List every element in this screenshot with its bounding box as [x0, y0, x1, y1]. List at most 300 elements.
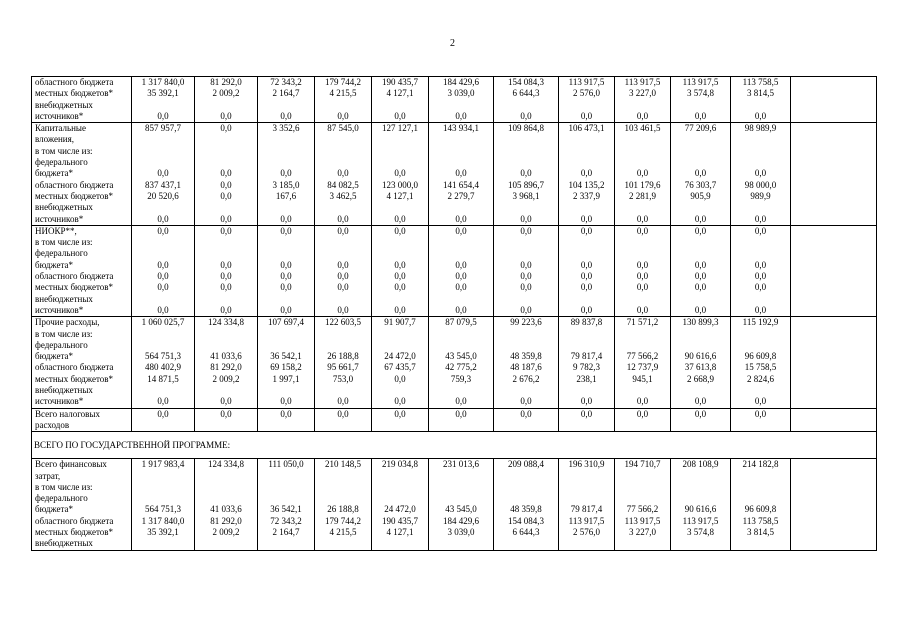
value-line: 87 079,5 — [445, 317, 477, 328]
value-line: 0,0 — [580, 110, 593, 121]
value-line — [260, 202, 312, 213]
value-line — [673, 237, 728, 248]
value-line: 37 613,8 — [684, 362, 717, 373]
value-line: 0,0 — [520, 259, 532, 270]
value-line — [374, 329, 426, 340]
value-line — [496, 482, 556, 493]
value-line — [733, 482, 788, 493]
value-line — [673, 420, 728, 431]
value-cell — [615, 408, 671, 432]
value-line: 3 352,6 — [272, 123, 300, 134]
value-line — [260, 493, 312, 504]
value-line: 2 009,2 — [212, 526, 240, 537]
value-cell — [494, 408, 559, 432]
label-line: вложения, — [35, 134, 75, 145]
row-label — [32, 123, 132, 226]
value-line: 2 337,9 — [573, 190, 600, 201]
value-line — [733, 134, 788, 145]
value-cell — [615, 77, 671, 123]
value-line: 0,0 — [220, 304, 232, 315]
value-line — [317, 482, 369, 493]
value-line — [496, 134, 556, 145]
value-line: 9 782,3 — [573, 362, 600, 373]
value-line — [431, 471, 491, 482]
value-line: 0,0 — [394, 304, 406, 315]
value-line — [197, 340, 255, 351]
value-cell — [559, 225, 615, 316]
value-line: 113 917,5 — [682, 515, 719, 526]
value-line — [197, 420, 255, 431]
value-cell — [132, 225, 195, 316]
value-line — [431, 493, 491, 504]
value-line: 101 179,6 — [624, 179, 661, 190]
value-line: 0,0 — [280, 168, 292, 179]
label-line: бюджета* — [35, 351, 74, 362]
label-line: областного бюджета — [35, 179, 114, 190]
label-line: областного бюджета — [35, 271, 114, 282]
value-line: 0,0 — [220, 168, 232, 179]
value-line: 0,0 — [394, 168, 406, 179]
value-cell — [258, 459, 315, 550]
value-line — [197, 294, 255, 305]
value-line: 1 917 983,4 — [141, 459, 185, 470]
value-line — [733, 471, 788, 482]
section-row — [32, 432, 877, 459]
value-line: 0,0 — [220, 408, 232, 419]
value-line — [496, 329, 556, 340]
value-cell — [429, 123, 494, 226]
label-line: Всего финансовых — [35, 459, 107, 470]
value-line: 12 737,9 — [626, 362, 659, 373]
row-label — [32, 408, 132, 432]
value-line: 0,0 — [754, 282, 767, 293]
value-line: 0,0 — [694, 304, 707, 315]
value-line: 3 814,5 — [747, 526, 774, 537]
value-cell — [559, 317, 615, 408]
value-cell — [731, 77, 791, 123]
label-line: федерального — [35, 339, 88, 350]
value-line — [197, 538, 255, 549]
value-line: 231 013,6 — [443, 459, 479, 470]
value-line — [617, 237, 668, 248]
value-line — [673, 471, 728, 482]
value-cell — [372, 225, 429, 316]
value-line — [260, 146, 312, 157]
value-line: 0,0 — [754, 213, 767, 224]
value-line — [260, 471, 312, 482]
label-line: в том числе из: — [35, 481, 93, 492]
value-line: 2 576,0 — [573, 88, 600, 99]
value-line: 0,0 — [520, 271, 532, 282]
value-line: 113 758,5 — [742, 515, 779, 526]
row-label — [32, 225, 132, 316]
label-line: федерального — [35, 157, 88, 168]
value-line — [197, 248, 255, 259]
value-cell — [372, 77, 429, 123]
value-line — [431, 202, 491, 213]
value-cell — [671, 123, 731, 226]
value-cell — [671, 408, 731, 432]
value-line: 0,0 — [580, 408, 593, 419]
value-line: 35 392,1 — [147, 526, 179, 537]
value-line — [374, 471, 426, 482]
value-line: 0,0 — [337, 282, 349, 293]
value-line: 0,0 — [337, 225, 349, 236]
value-line: 0,0 — [636, 271, 649, 282]
value-line: 2 164,7 — [272, 526, 300, 537]
value-line: 113 758,5 — [742, 77, 779, 87]
value-line: 0,0 — [520, 396, 532, 407]
value-line — [374, 100, 426, 111]
value-cell — [315, 77, 372, 123]
value-line: 0,0 — [157, 271, 169, 282]
value-line — [733, 248, 788, 259]
value-line: 0,0 — [394, 110, 406, 121]
value-line — [134, 134, 192, 145]
value-line — [561, 237, 612, 248]
value-line: 0,0 — [220, 396, 232, 407]
label-line: местных бюджетов* — [35, 88, 114, 99]
empty-cell — [791, 123, 877, 226]
value-line — [561, 157, 612, 168]
value-cell — [494, 317, 559, 408]
value-line: 90 616,6 — [684, 351, 717, 362]
label-line: местных бюджетов* — [35, 190, 114, 201]
value-line: 71 571,2 — [626, 317, 659, 328]
value-cell — [671, 225, 731, 316]
value-line: 0,0 — [520, 110, 532, 121]
value-line: 0,0 — [754, 271, 767, 282]
label-line: бюджета* — [35, 259, 74, 270]
value-line: 0,0 — [455, 213, 467, 224]
value-line: 72 343,2 — [270, 77, 302, 87]
value-line — [496, 157, 556, 168]
value-line: 111 050,0 — [268, 459, 304, 470]
value-line: 2 009,2 — [212, 373, 240, 384]
value-line — [431, 157, 491, 168]
section-title: ВСЕГО ПО ГОСУДАРСТВЕННОЙ ПРОГРАММЕ: — [32, 432, 877, 459]
value-line: 4 127,1 — [386, 526, 414, 537]
value-line — [673, 294, 728, 305]
value-line: 0,0 — [754, 408, 767, 419]
value-line — [317, 538, 369, 549]
label-line: внебюджетных — [35, 99, 93, 110]
value-line — [374, 202, 426, 213]
value-line: 96 609,8 — [744, 504, 777, 515]
value-line: 67 435,7 — [384, 362, 416, 373]
value-line: 0,0 — [694, 225, 707, 236]
value-line: 208 108,9 — [682, 459, 719, 470]
value-line: 0,0 — [157, 225, 169, 236]
value-line — [317, 248, 369, 259]
value-line — [733, 146, 788, 157]
value-line — [733, 157, 788, 168]
value-line — [317, 420, 369, 431]
value-line: 0,0 — [636, 396, 649, 407]
value-line — [317, 385, 369, 396]
value-line: 2 676,2 — [512, 373, 540, 384]
value-line: 0,0 — [157, 110, 169, 121]
value-line — [134, 146, 192, 157]
value-line — [317, 294, 369, 305]
value-line — [197, 202, 255, 213]
value-cell — [494, 225, 559, 316]
value-line: 0,0 — [694, 168, 707, 179]
value-line: 0,0 — [220, 225, 232, 236]
value-line — [260, 329, 312, 340]
value-line — [374, 237, 426, 248]
value-line: 0,0 — [220, 110, 232, 121]
value-line — [431, 482, 491, 493]
value-line: 3 185,0 — [272, 179, 300, 190]
value-line — [317, 157, 369, 168]
value-cell — [258, 225, 315, 316]
value-line: 36 542,1 — [270, 504, 302, 515]
value-line: 989,9 — [750, 190, 771, 201]
budget-table — [31, 76, 877, 551]
value-line: 2 281,9 — [629, 190, 656, 201]
value-line: 141 654,4 — [443, 179, 479, 190]
value-line — [673, 340, 728, 351]
value-cell — [429, 408, 494, 432]
value-line — [134, 340, 192, 351]
value-cell — [258, 408, 315, 432]
value-line — [673, 100, 728, 111]
value-cell — [494, 459, 559, 550]
value-line: 123 000,0 — [382, 179, 418, 190]
value-line: 0,0 — [754, 259, 767, 270]
value-line: 48 359,8 — [510, 504, 542, 515]
value-line: 0,0 — [580, 271, 593, 282]
value-line — [733, 340, 788, 351]
table-row — [32, 408, 877, 432]
value-cell — [731, 408, 791, 432]
value-line: 0,0 — [220, 213, 232, 224]
value-line — [561, 134, 612, 145]
label-line: НИОКР**, — [35, 225, 77, 236]
value-line: 113 917,5 — [568, 515, 605, 526]
value-line: 0,0 — [394, 271, 406, 282]
value-line — [197, 237, 255, 248]
value-line: 77 566,2 — [626, 351, 659, 362]
row-label — [32, 77, 132, 123]
value-cell — [731, 225, 791, 316]
value-line — [260, 340, 312, 351]
value-line: 0,0 — [520, 304, 532, 315]
value-line: 0,0 — [455, 259, 467, 270]
value-line: 4 127,1 — [386, 190, 414, 201]
value-line: 26 188,8 — [327, 504, 359, 515]
row-label — [32, 459, 132, 550]
value-line: 36 542,1 — [270, 351, 302, 362]
value-line: 0,0 — [520, 408, 532, 419]
value-line: 0,0 — [157, 213, 169, 224]
label-line: в том числе из: — [35, 145, 93, 156]
value-line — [260, 420, 312, 431]
value-line: 115 192,9 — [742, 317, 779, 328]
value-line: 43 545,0 — [445, 504, 477, 515]
label-line: областного бюджета — [35, 515, 114, 526]
value-line — [197, 329, 255, 340]
empty-cell — [791, 225, 877, 316]
value-line: 190 435,7 — [382, 77, 418, 87]
value-line — [317, 146, 369, 157]
label-line: источников* — [35, 304, 84, 315]
value-cell — [258, 123, 315, 226]
value-line: 98 000,0 — [744, 179, 777, 190]
value-line: 0,0 — [157, 282, 169, 293]
value-line: 77 566,2 — [626, 504, 659, 515]
value-line: 0,0 — [157, 168, 169, 179]
value-line: 3 574,8 — [687, 88, 714, 99]
value-cell — [132, 123, 195, 226]
value-line: 0,0 — [394, 373, 406, 384]
value-line: 91 907,7 — [384, 317, 416, 328]
label-line: расходов — [35, 419, 70, 430]
value-line: 0,0 — [580, 282, 593, 293]
value-line — [617, 538, 668, 549]
value-line: 0,0 — [220, 271, 232, 282]
value-line — [134, 237, 192, 248]
value-line: 72 343,2 — [270, 515, 302, 526]
value-line — [496, 202, 556, 213]
value-line: 0,0 — [394, 396, 406, 407]
value-line: 0,0 — [754, 225, 767, 236]
value-line — [134, 538, 192, 549]
value-line — [617, 294, 668, 305]
label-line: Капитальные — [35, 123, 86, 134]
value-cell — [671, 459, 731, 550]
value-cell — [372, 408, 429, 432]
value-line: 81 292,0 — [210, 515, 242, 526]
value-line — [733, 237, 788, 248]
value-line — [617, 146, 668, 157]
value-line — [260, 482, 312, 493]
value-line: 122 603,5 — [325, 317, 361, 328]
value-line: 107 697,4 — [268, 317, 304, 328]
value-line — [134, 482, 192, 493]
value-line: 0,0 — [580, 259, 593, 270]
value-line — [374, 538, 426, 549]
empty-cell — [791, 459, 877, 550]
label-line: источников* — [35, 396, 84, 407]
value-line: 4 215,5 — [329, 88, 357, 99]
value-line — [374, 420, 426, 431]
value-line: 26 188,8 — [327, 351, 359, 362]
value-line: 1 997,1 — [272, 373, 300, 384]
value-line: 0,0 — [337, 168, 349, 179]
label-line: областного бюджета — [35, 362, 114, 373]
value-line: 0,0 — [694, 271, 707, 282]
value-line: 0,0 — [636, 168, 649, 179]
value-line: 0,0 — [157, 408, 169, 419]
value-line: 99 223,6 — [510, 317, 542, 328]
value-line: 2 576,0 — [573, 526, 600, 537]
value-line — [496, 493, 556, 504]
value-line — [317, 202, 369, 213]
value-line — [561, 329, 612, 340]
value-line: 945,1 — [632, 373, 653, 384]
value-line: 0,0 — [280, 225, 292, 236]
value-cell — [315, 408, 372, 432]
value-line — [317, 134, 369, 145]
value-cell — [195, 459, 258, 550]
value-line — [134, 471, 192, 482]
value-line — [134, 385, 192, 396]
value-line — [617, 202, 668, 213]
value-line: 0,0 — [580, 213, 593, 224]
value-line: 759,3 — [450, 373, 472, 384]
value-line — [673, 248, 728, 259]
value-cell — [132, 317, 195, 408]
value-cell — [195, 77, 258, 123]
value-line — [431, 385, 491, 396]
value-line: 238,1 — [576, 373, 597, 384]
value-line: 84 082,5 — [327, 179, 359, 190]
value-line: 210 148,5 — [325, 459, 361, 470]
value-line: 113 917,5 — [682, 77, 719, 87]
value-line — [561, 100, 612, 111]
value-line — [374, 294, 426, 305]
value-cell — [372, 123, 429, 226]
value-line — [374, 482, 426, 493]
value-line: 24 472,0 — [384, 504, 416, 515]
value-line — [431, 100, 491, 111]
value-cell — [559, 123, 615, 226]
value-line — [431, 538, 491, 549]
value-line: 41 033,6 — [210, 351, 242, 362]
value-cell — [195, 123, 258, 226]
value-line — [134, 202, 192, 213]
value-line: 0,0 — [754, 168, 767, 179]
value-line — [134, 100, 192, 111]
value-line: 90 616,6 — [684, 504, 717, 515]
value-line: 0,0 — [280, 396, 292, 407]
empty-cell — [791, 317, 877, 408]
value-cell — [615, 317, 671, 408]
value-line: 0,0 — [694, 282, 707, 293]
value-line: 564 751,3 — [145, 504, 181, 515]
value-cell — [559, 459, 615, 550]
value-line: 0,0 — [694, 110, 707, 121]
value-cell — [315, 123, 372, 226]
value-line — [561, 538, 612, 549]
value-line: 127 127,1 — [382, 123, 418, 134]
value-line — [260, 100, 312, 111]
value-cell — [559, 77, 615, 123]
value-line: 89 837,8 — [570, 317, 603, 328]
value-line: 2 668,9 — [687, 373, 714, 384]
value-line: 0,0 — [337, 408, 349, 419]
value-cell — [429, 459, 494, 550]
value-line — [374, 385, 426, 396]
value-line — [673, 385, 728, 396]
value-cell — [494, 77, 559, 123]
value-line: 0,0 — [455, 304, 467, 315]
value-line — [617, 482, 668, 493]
value-cell — [671, 317, 731, 408]
value-line — [260, 294, 312, 305]
value-line: 3 574,8 — [687, 526, 714, 537]
value-line — [317, 471, 369, 482]
value-cell — [559, 408, 615, 432]
value-line: 0,0 — [754, 304, 767, 315]
value-line: 6 644,3 — [512, 526, 540, 537]
value-line: 0,0 — [337, 271, 349, 282]
value-cell — [195, 408, 258, 432]
value-line: 104 135,2 — [568, 179, 605, 190]
value-line — [561, 340, 612, 351]
